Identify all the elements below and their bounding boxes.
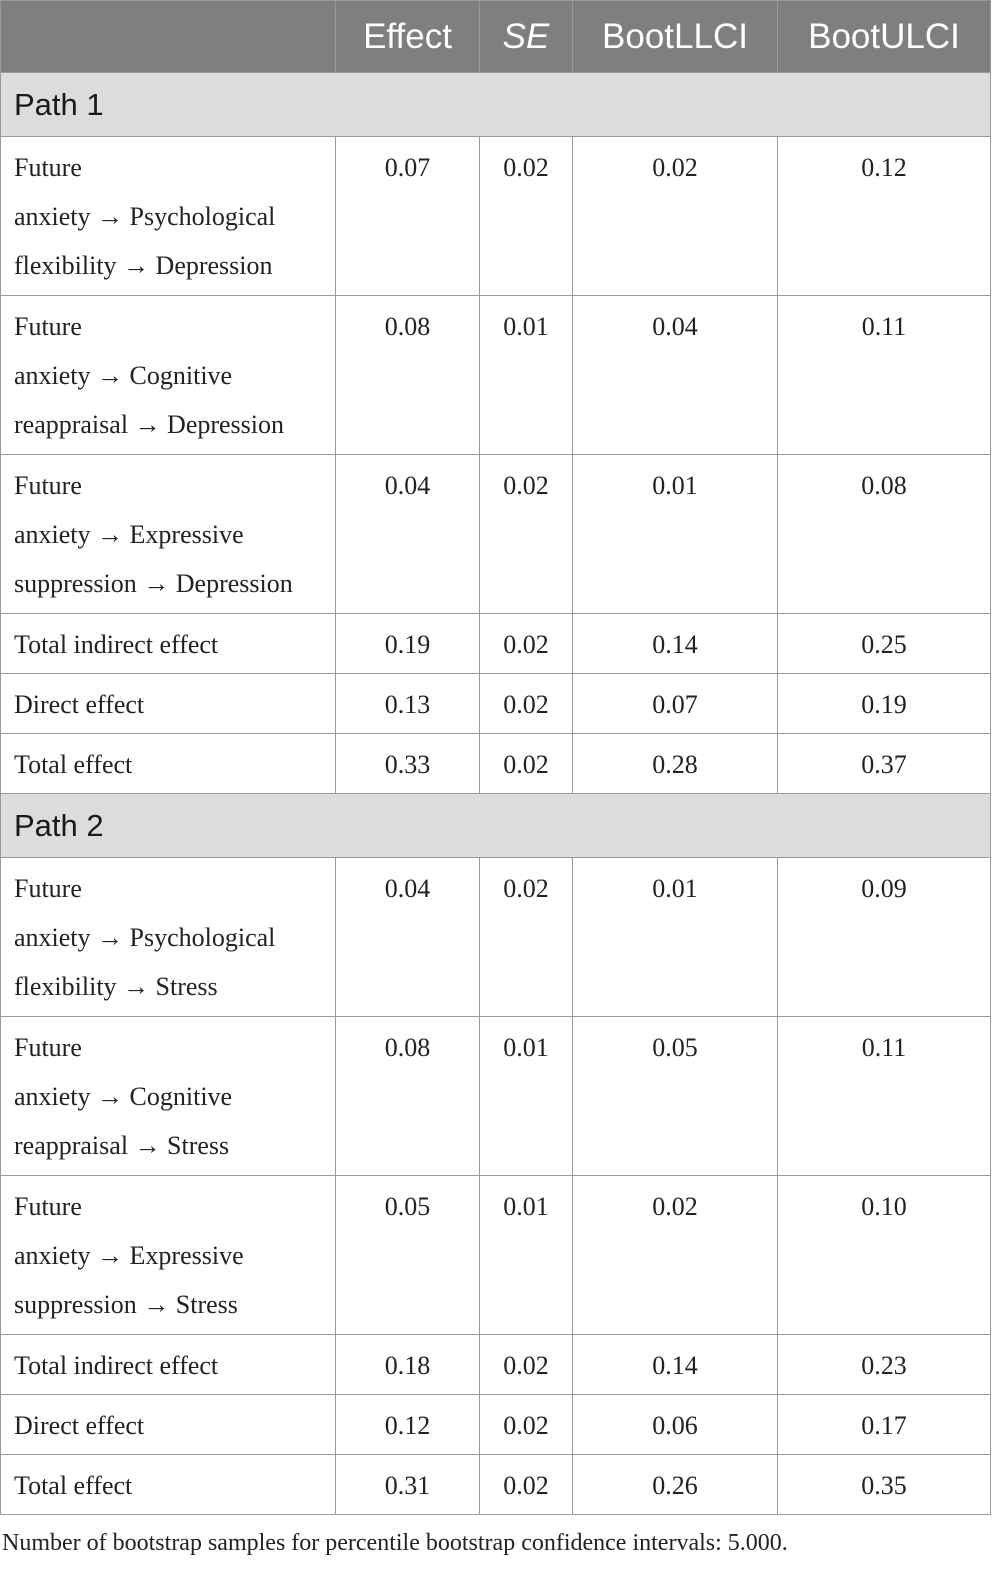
section-row-path-2: [1, 794, 991, 858]
effect-cell: 0.12: [336, 1395, 480, 1455]
ulci-cell: 0.25: [778, 614, 991, 674]
llci-cell: 0.28: [573, 734, 778, 794]
llci-cell: 0.05: [573, 1017, 778, 1176]
row-label: [1, 1017, 336, 1176]
table-row: [1, 614, 991, 674]
se-cell: 0.01: [480, 1017, 573, 1176]
llci-cell: 0.04: [573, 296, 778, 455]
header-bootulci: BootULCI: [778, 1, 991, 73]
ulci-cell: 0.23: [778, 1335, 991, 1395]
row-label-line: anxiety → Expressive: [14, 520, 244, 549]
row-label-line: Future: [14, 1033, 82, 1062]
ulci-cell: 0.37: [778, 734, 991, 794]
section-title-path-2: Path 2: [1, 794, 991, 858]
table-row: [1, 858, 991, 1017]
row-label-line: flexibility → Stress: [14, 972, 218, 1001]
ulci-cell: 0.19: [778, 674, 991, 734]
row-label-line: suppression → Depression: [14, 569, 293, 598]
table-row: [1, 296, 991, 455]
llci-cell: 0.01: [573, 858, 778, 1017]
section-title-path-1: Path 1: [1, 73, 991, 137]
table-row: [1, 455, 991, 614]
row-label: [1, 137, 336, 296]
effect-cell: 0.18: [336, 1335, 480, 1395]
se-cell: 0.02: [480, 734, 573, 794]
ulci-cell: 0.17: [778, 1395, 991, 1455]
table-row: [1, 137, 991, 296]
llci-cell: 0.01: [573, 455, 778, 614]
row-label-line: Future: [14, 312, 82, 341]
table-footnote: Number of bootstrap samples for percentile bootstrap confidence intervals: 5.000.: [2, 1530, 788, 1556]
row-label-line: anxiety → Expressive: [14, 1241, 244, 1270]
row-label-line: Future: [14, 1192, 82, 1221]
table-row: [1, 1176, 991, 1335]
table-row: [1, 734, 991, 794]
section-row-path-1: [1, 73, 991, 137]
effect-cell: 0.19: [336, 614, 480, 674]
table-row: [1, 1455, 991, 1515]
llci-cell: 0.02: [573, 1176, 778, 1335]
effect-cell: 0.04: [336, 455, 480, 614]
table-row: [1, 1335, 991, 1395]
effect-cell: 0.33: [336, 734, 480, 794]
row-label-line: suppression → Stress: [14, 1290, 238, 1319]
ulci-cell: 0.12: [778, 137, 991, 296]
se-cell: 0.02: [480, 858, 573, 1017]
se-cell: 0.02: [480, 674, 573, 734]
table-row: [1, 674, 991, 734]
table-header-row: [1, 1, 991, 73]
row-label-line: anxiety → Cognitive: [14, 361, 233, 390]
row-label: Direct effect: [1, 1395, 336, 1455]
llci-cell: 0.14: [573, 1335, 778, 1395]
row-label: Total indirect effect: [1, 614, 336, 674]
row-label-line: reappraisal → Stress: [14, 1131, 230, 1160]
table-row: [1, 1395, 991, 1455]
se-cell: 0.01: [480, 296, 573, 455]
effect-cell: 0.05: [336, 1176, 480, 1335]
row-label: [1, 296, 336, 455]
row-label-line: anxiety → Cognitive: [14, 1082, 233, 1111]
llci-cell: 0.14: [573, 614, 778, 674]
effect-cell: 0.08: [336, 1017, 480, 1176]
ulci-cell: 0.09: [778, 858, 991, 1017]
row-label: Total effect: [1, 1455, 336, 1515]
se-cell: 0.02: [480, 1335, 573, 1395]
se-cell: 0.02: [480, 137, 573, 296]
ulci-cell: 0.10: [778, 1176, 991, 1335]
row-label-line: Future: [14, 874, 82, 903]
effect-cell: 0.07: [336, 137, 480, 296]
ulci-cell: 0.11: [778, 1017, 991, 1176]
se-cell: 0.01: [480, 1176, 573, 1335]
llci-cell: 0.07: [573, 674, 778, 734]
row-label: Direct effect: [1, 674, 336, 734]
header-se: SE: [480, 1, 573, 73]
ulci-cell: 0.35: [778, 1455, 991, 1515]
row-label: [1, 1176, 336, 1335]
header-blank-cell: [1, 1, 336, 73]
llci-cell: 0.06: [573, 1395, 778, 1455]
ulci-cell: 0.08: [778, 455, 991, 614]
row-label: [1, 858, 336, 1017]
se-cell: 0.02: [480, 455, 573, 614]
row-label: Total effect: [1, 734, 336, 794]
se-cell: 0.02: [480, 1455, 573, 1515]
header-effect: Effect: [336, 1, 480, 73]
row-label-line: anxiety → Psychological: [14, 202, 276, 231]
header-bootllci: BootLLCI: [573, 1, 778, 73]
row-label-line: reappraisal → Depression: [14, 410, 285, 439]
se-cell: 0.02: [480, 1395, 573, 1455]
effect-cell: 0.08: [336, 296, 480, 455]
llci-cell: 0.02: [573, 137, 778, 296]
ulci-cell: 0.11: [778, 296, 991, 455]
row-label-line: flexibility → Depression: [14, 251, 273, 280]
effect-cell: 0.04: [336, 858, 480, 1017]
row-label: Total indirect effect: [1, 1335, 336, 1395]
row-label-line: Future: [14, 153, 82, 182]
table-row: [1, 1017, 991, 1176]
se-cell: 0.02: [480, 614, 573, 674]
effect-cell: 0.13: [336, 674, 480, 734]
llci-cell: 0.26: [573, 1455, 778, 1515]
effect-cell: 0.31: [336, 1455, 480, 1515]
row-label: [1, 455, 336, 614]
row-label-line: Future: [14, 471, 82, 500]
row-label-line: anxiety → Psychological: [14, 923, 276, 952]
